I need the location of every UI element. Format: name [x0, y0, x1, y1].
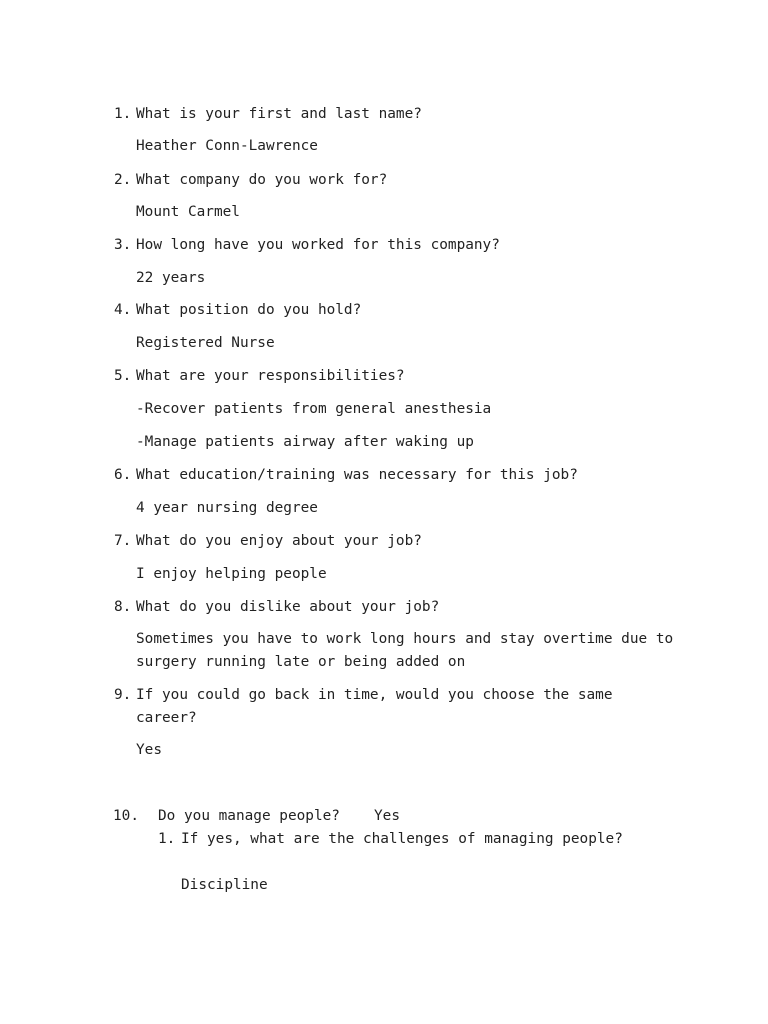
answer-text: Yes — [374, 808, 400, 824]
answer-text: -Manage patients airway after waking up — [136, 434, 474, 450]
answer-text: 22 years — [136, 270, 206, 286]
answer-text: -Recover patients from general anesthesia — [136, 401, 492, 417]
question-number: 3. — [114, 237, 132, 253]
question-number: 8. — [114, 599, 132, 615]
question-text: What is your first and last name? — [136, 106, 422, 122]
question-text: If you could go back in time, would you choose the same — [136, 687, 613, 703]
question-number: 1. — [114, 106, 132, 122]
question-text: What company do you work for? — [136, 172, 388, 188]
question-number: 4. — [114, 302, 132, 318]
sub-question-text: If yes, what are the challenges of managing people? — [181, 831, 623, 847]
question-number: 9. — [114, 687, 132, 703]
answer-text: surgery running late or being added on — [136, 654, 466, 670]
sub-question-number: 1. — [158, 831, 176, 847]
question-number: 10. — [113, 808, 139, 824]
answer-text: Heather Conn-Lawrence — [136, 138, 318, 154]
question-number: 7. — [114, 533, 132, 549]
answer-text: Yes — [136, 742, 162, 758]
sub-answer-text: Discipline — [181, 877, 268, 893]
question-number: 6. — [114, 467, 132, 483]
question-text: How long have you worked for this company? — [136, 237, 500, 253]
question-text: What are your responsibilities? — [136, 368, 405, 384]
question-text: What education/training was necessary for this job? — [136, 467, 578, 483]
question-number: 2. — [114, 172, 132, 188]
answer-text: Registered Nurse — [136, 335, 275, 351]
answer-text: 4 year nursing degree — [136, 500, 318, 516]
answer-text: Sometimes you have to work long hours and stay overtime due to — [136, 631, 674, 647]
question-text: What position do you hold? — [136, 302, 362, 318]
question-text: Do you manage people? — [158, 808, 340, 824]
question-text: career? — [136, 710, 197, 726]
question-text: What do you enjoy about your job? — [136, 533, 422, 549]
answer-text: Mount Carmel — [136, 204, 240, 220]
answer-text: I enjoy helping people — [136, 566, 327, 582]
question-number: 5. — [114, 368, 132, 384]
question-text: What do you dislike about your job? — [136, 599, 440, 615]
